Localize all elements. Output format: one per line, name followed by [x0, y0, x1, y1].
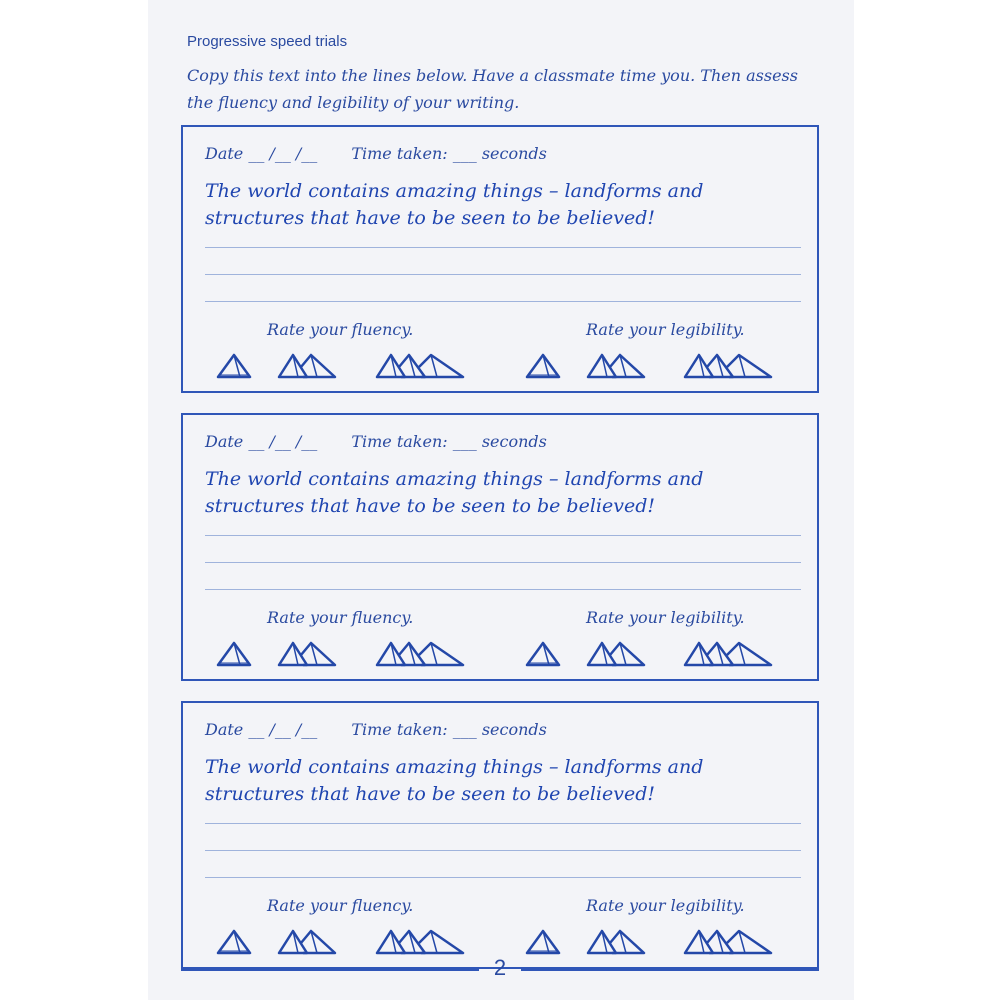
writing-line[interactable]: [205, 562, 801, 563]
legibility-rating-3-pyramid-icon[interactable]: [683, 639, 779, 669]
legibility-label: Rate your legibility.: [586, 320, 745, 339]
date-field[interactable]: Date __ /__ /__: [205, 720, 318, 739]
fluency-label: Rate your fluency.: [267, 896, 414, 915]
legibility-rating-2-pyramid-icon[interactable]: [586, 639, 650, 669]
trial-header: [205, 432, 547, 451]
page-heading: Progressive speed trials: [187, 33, 348, 50]
legibility-rating-2-pyramid-icon[interactable]: [586, 927, 650, 957]
legibility-rating-3-pyramid-icon[interactable]: [683, 351, 779, 381]
writing-line[interactable]: [205, 535, 801, 536]
fluency-rating-2-pyramid-icon[interactable]: [277, 927, 341, 957]
date-field[interactable]: Date __ /__ /__: [205, 432, 318, 451]
passage-line-2: structures that have to be seen to be believed!: [205, 207, 656, 229]
model-passage: [205, 178, 805, 232]
legibility-label: Rate your legibility.: [586, 608, 745, 627]
fluency-rating-1-pyramid-icon[interactable]: [216, 639, 256, 669]
legibility-rating-1-pyramid-icon[interactable]: [525, 639, 565, 669]
writing-line[interactable]: [205, 274, 801, 275]
passage-line-1: The world contains amazing things – landforms and: [205, 180, 704, 202]
fluency-rating-1-pyramid-icon[interactable]: [216, 927, 256, 957]
fluency-rating-1-pyramid-icon[interactable]: [216, 351, 256, 381]
passage-line-2: structures that have to be seen to be believed!: [205, 495, 656, 517]
passage-line-1: The world contains amazing things – landforms and: [205, 468, 704, 490]
model-passage: [205, 466, 805, 520]
time-taken-field[interactable]: Time taken: ___ seconds: [351, 144, 547, 163]
footer-rule-left: [181, 969, 479, 971]
time-taken-field[interactable]: Time taken: ___ seconds: [351, 720, 547, 739]
writing-line[interactable]: [205, 823, 801, 824]
writing-line[interactable]: [205, 877, 801, 878]
time-taken-field[interactable]: Time taken: ___ seconds: [351, 432, 547, 451]
fluency-rating-3-pyramid-icon[interactable]: [375, 639, 471, 669]
legibility-rating-2-pyramid-icon[interactable]: [586, 351, 650, 381]
legibility-label: Rate your legibility.: [586, 896, 745, 915]
writing-line[interactable]: [205, 301, 801, 302]
writing-line[interactable]: [205, 247, 801, 248]
trial-box-1: [181, 125, 819, 393]
trial-box-3: [181, 701, 819, 969]
instructions: Copy this text into the lines below. Have a classmate time you. Then assess the fluency and legibility of your writing.: [187, 66, 798, 112]
passage-line-2: structures that have to be seen to be believed!: [205, 783, 656, 805]
trial-header: [205, 720, 547, 739]
trial-header: [205, 144, 547, 163]
passage-line-1: The world contains amazing things – landforms and: [205, 756, 704, 778]
writing-line[interactable]: [205, 589, 801, 590]
legibility-rating-1-pyramid-icon[interactable]: [525, 351, 565, 381]
legibility-rating-3-pyramid-icon[interactable]: [683, 927, 779, 957]
trial-box-2: [181, 413, 819, 681]
model-passage: [205, 754, 805, 808]
footer-rule-right: [521, 969, 819, 971]
fluency-rating-3-pyramid-icon[interactable]: [375, 927, 471, 957]
fluency-label: Rate your fluency.: [267, 608, 414, 627]
fluency-rating-2-pyramid-icon[interactable]: [277, 639, 341, 669]
writing-line[interactable]: [205, 850, 801, 851]
page-number: 2: [493, 955, 507, 980]
fluency-rating-3-pyramid-icon[interactable]: [375, 351, 471, 381]
legibility-rating-1-pyramid-icon[interactable]: [525, 927, 565, 957]
fluency-label: Rate your fluency.: [267, 320, 414, 339]
fluency-rating-2-pyramid-icon[interactable]: [277, 351, 341, 381]
date-field[interactable]: Date __ /__ /__: [205, 144, 318, 163]
